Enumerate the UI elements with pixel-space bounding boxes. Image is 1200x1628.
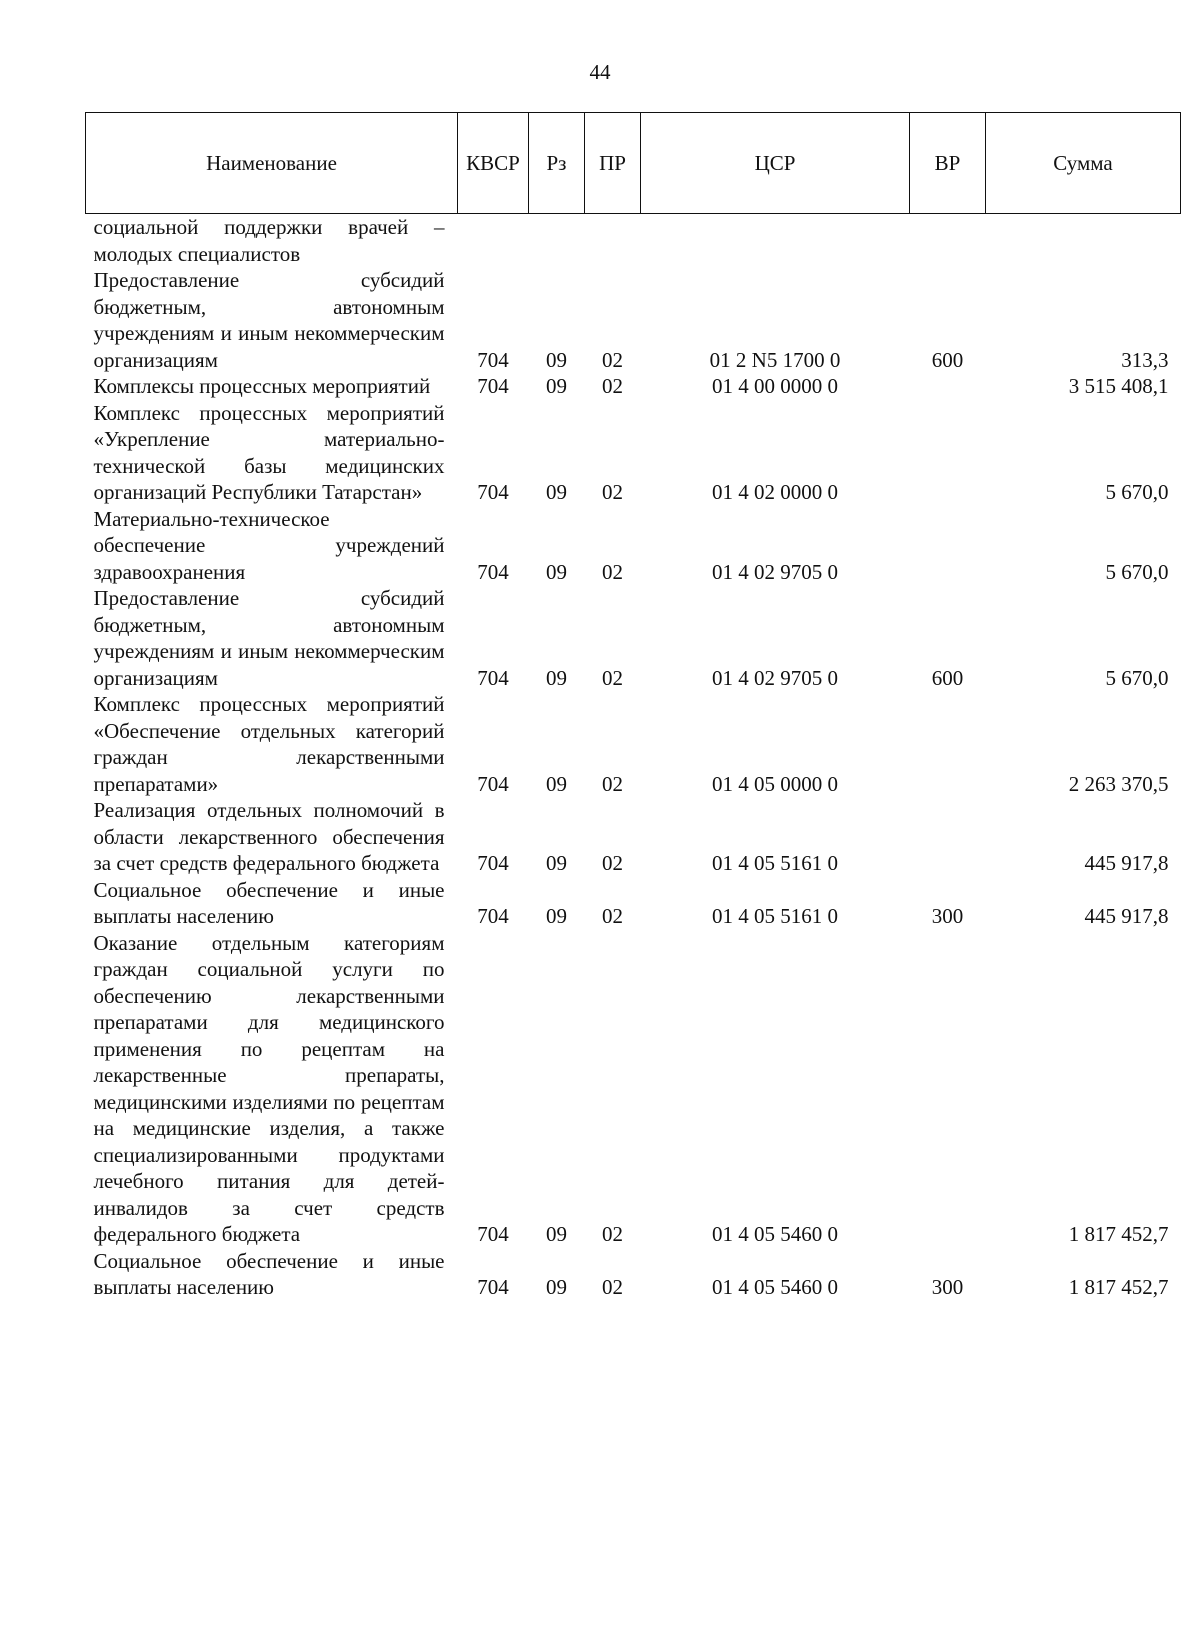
cell-vr <box>910 797 986 877</box>
cell-name: Предоставление субсидий бюджетным, автономным учреждениям и иным некоммерческим организациям <box>93 586 445 690</box>
cell-csr: 01 4 02 0000 0 <box>712 480 838 504</box>
cell-rz: 09 <box>546 851 567 875</box>
header-csr: ЦСР <box>641 113 910 214</box>
cell-pr: 02 <box>602 374 623 398</box>
table-row <box>86 585 1181 691</box>
table-row <box>86 373 1181 400</box>
cell-sum: 445 917,8 <box>1084 904 1169 928</box>
cell-pr: 02 <box>602 1222 623 1246</box>
cell-kvsr: 704 <box>477 904 509 928</box>
header-vr: ВР <box>910 113 986 214</box>
table-row <box>86 214 1181 268</box>
table-row <box>86 691 1181 797</box>
cell-kvsr: 704 <box>477 559 509 584</box>
cell-vr <box>910 691 986 797</box>
cell-name: Реализация отдельных полномочий в области лекарственного обеспечения за счет средств федерального бюджета <box>93 798 445 875</box>
header-sum: Сумма <box>986 113 1181 214</box>
budget-table <box>85 112 1181 1301</box>
cell-name: Оказание отдельным категориям граждан социальной услуги по обеспечению лекарственными препаратами для медицинского применения по рецептам на лекарственные препараты, медицинскими изделиями по рецептам на медицинские изделия, а также специализированными продуктами лечебного питания для детей-инвалидов за счет средств федерального бюджета <box>93 930 445 1246</box>
cell-pr: 02 <box>602 559 623 584</box>
cell-vr <box>910 373 986 400</box>
cell-vr <box>910 506 986 586</box>
cell-rz: 09 <box>546 1275 567 1299</box>
cell-vr <box>910 930 986 1248</box>
cell-csr: 01 4 02 9705 0 <box>712 559 838 584</box>
cell-csr <box>641 214 910 268</box>
cell-name: Социальное обеспечение и иные выплаты населению <box>93 1248 445 1299</box>
cell-rz: 09 <box>546 374 567 398</box>
page-number: 44 <box>589 60 611 84</box>
cell-name: Материально-техническое обеспечение учреждений здравоохранения <box>93 506 445 584</box>
cell-sum: 5 670,0 <box>1105 559 1169 584</box>
cell-name: Социальное обеспечение и иные выплаты населению <box>93 877 445 928</box>
cell-kvsr: 704 <box>477 347 509 372</box>
cell-name: Предоставление субсидий бюджетным, автономным учреждениям и иным некоммерческим организациям <box>93 268 445 372</box>
header-pr: ПР <box>585 113 641 214</box>
cell-rz: 09 <box>546 771 567 796</box>
cell-pr: 02 <box>602 347 623 372</box>
cell-pr: 02 <box>602 1275 623 1299</box>
cell-sum: 1 817 452,7 <box>1068 1222 1169 1246</box>
cell-kvsr: 704 <box>477 374 509 398</box>
cell-name: социальной поддержки врачей – молодых специалистов <box>93 215 445 266</box>
cell-vr: 300 <box>931 1275 964 1299</box>
cell-pr: 02 <box>602 665 623 690</box>
cell-sum: 2 263 370,5 <box>1068 771 1169 796</box>
cell-csr: 01 2 N5 1700 0 <box>709 347 841 372</box>
cell-sum: 313,3 <box>1121 347 1169 372</box>
cell-rz <box>529 214 585 268</box>
table-row <box>86 506 1181 586</box>
table-header-row <box>86 113 1181 214</box>
cell-vr: 600 <box>931 665 964 690</box>
table-body <box>86 214 1181 1301</box>
cell-pr: 02 <box>602 480 623 504</box>
cell-vr: 300 <box>931 904 964 928</box>
cell-rz: 09 <box>546 1222 567 1246</box>
header-kvsr: КВСР <box>458 113 529 214</box>
cell-pr: 02 <box>602 851 623 875</box>
table-row <box>86 1248 1181 1301</box>
cell-sum: 3 515 408,1 <box>1068 374 1169 398</box>
cell-sum: 1 817 452,7 <box>1068 1275 1169 1299</box>
cell-kvsr: 704 <box>477 665 509 690</box>
cell-name: Комплекс процессных мероприятий «Укрепление материально-технической базы медицинских организаций Республики Татарстан» <box>93 400 445 504</box>
table-row <box>86 400 1181 506</box>
table-row <box>86 877 1181 930</box>
cell-sum: 5 670,0 <box>1105 665 1169 690</box>
cell-csr: 01 4 00 0000 0 <box>712 374 838 398</box>
header-name: Наименование <box>86 113 458 214</box>
cell-kvsr: 704 <box>477 771 509 796</box>
cell-csr: 01 4 05 5161 0 <box>712 904 838 928</box>
cell-rz: 09 <box>546 347 567 372</box>
cell-vr <box>910 400 986 506</box>
header-rz: Рз <box>529 113 585 214</box>
cell-name: Комплексы процессных мероприятий <box>93 374 431 398</box>
cell-kvsr: 704 <box>477 480 509 504</box>
cell-kvsr: 704 <box>477 1222 509 1246</box>
cell-sum <box>986 214 1181 268</box>
cell-kvsr <box>458 214 529 268</box>
cell-kvsr: 704 <box>477 1275 509 1299</box>
cell-csr: 01 4 02 9705 0 <box>712 665 838 690</box>
table-row <box>86 267 1181 373</box>
cell-sum: 5 670,0 <box>1105 480 1169 504</box>
cell-rz: 09 <box>546 665 567 690</box>
cell-rz: 09 <box>546 480 567 504</box>
cell-pr: 02 <box>602 904 623 928</box>
cell-csr: 01 4 05 5460 0 <box>712 1275 838 1299</box>
cell-sum: 445 917,8 <box>1084 851 1169 875</box>
cell-kvsr: 704 <box>477 851 509 875</box>
cell-vr <box>910 214 986 268</box>
cell-vr: 600 <box>931 347 964 372</box>
cell-csr: 01 4 05 5161 0 <box>712 851 838 875</box>
cell-csr: 01 4 05 5460 0 <box>712 1222 838 1246</box>
table-row <box>86 797 1181 877</box>
cell-rz: 09 <box>546 904 567 928</box>
cell-csr: 01 4 05 0000 0 <box>712 771 838 796</box>
cell-pr <box>585 214 641 268</box>
cell-pr: 02 <box>602 771 623 796</box>
table-row <box>86 930 1181 1248</box>
cell-rz: 09 <box>546 559 567 584</box>
cell-name: Комплекс процессных мероприятий «Обеспечение отдельных категорий граждан лекарственными препаратами» <box>93 692 445 796</box>
